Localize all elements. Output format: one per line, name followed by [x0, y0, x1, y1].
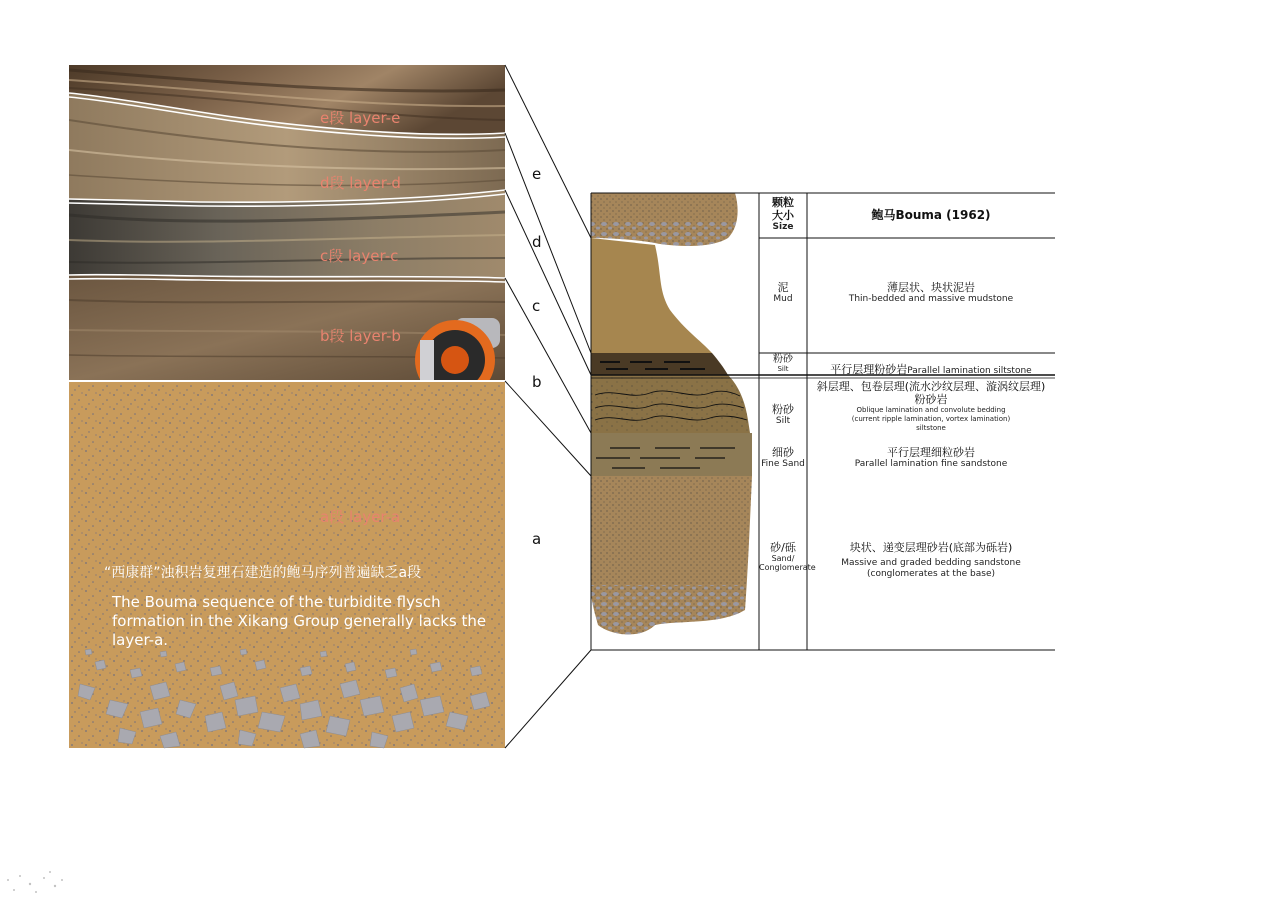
- row-fine-sand-size: [759, 446, 807, 470]
- row-silt-parallel-desc: [807, 358, 1055, 377]
- row-silt-oblique-size-cn: 粉砂: [772, 403, 794, 416]
- layer-d-label: d段 layer-d: [320, 174, 401, 192]
- row-fine-sand-desc-en: Parallel lamination fine sandstone: [854, 459, 1008, 469]
- row-fine-sand-desc-cn: 平行层理细粒砂岩: [887, 446, 975, 459]
- connector-letter-d: d: [532, 233, 542, 251]
- connector-letter-c: c: [532, 297, 541, 315]
- bouma-column: [591, 193, 752, 650]
- row-mud-size-cn: 泥: [777, 281, 789, 294]
- row-fine-sand-size-cn: 细砂: [772, 446, 794, 459]
- row-fine-sand-desc: [807, 446, 1055, 470]
- row-mud-desc: [807, 281, 1055, 305]
- connector-letter-b: b: [532, 373, 542, 391]
- header-title-cell: [807, 209, 1055, 222]
- row-silt-parallel-size: [759, 354, 807, 373]
- connector-letter-e: e: [532, 165, 542, 183]
- outcrop-photo: [69, 65, 505, 400]
- row-sand-size-cn: 砂/砾: [770, 541, 796, 554]
- connector-lines: [505, 65, 591, 748]
- row-sand-size-en: Sand/ Conglomerate: [759, 554, 816, 572]
- note-chinese: “西康群”浊积岩复理石建造的鲍马序列普遍缺乏a段: [104, 565, 422, 581]
- row-silt-oblique-size-en: Silt: [775, 416, 791, 426]
- row-silt-oblique-size: [759, 403, 807, 427]
- row-mud-size: [759, 281, 807, 305]
- row-mud-desc-cn: 薄层状、块状泥岩: [887, 281, 975, 294]
- row-silt-parallel-size-en: Silt: [777, 365, 789, 373]
- header-size-en: Size: [772, 222, 794, 232]
- row-sand-desc: [807, 541, 1055, 580]
- row-fine-sand-size-en: Fine Sand: [761, 459, 805, 469]
- row-silt-parallel-size-cn: 粉砂: [773, 354, 793, 365]
- row-silt-oblique-desc-cn: 斜层理、包卷层理(流水沙纹层理、漩涡纹层理) 粉砂岩: [816, 380, 1046, 406]
- row-silt-oblique-desc-en: Oblique lamination and convolute bedding (current ripple lamination, vortex lamination) siltstone: [851, 406, 1011, 432]
- row-mud-desc-en: Thin-bedded and massive mudstone: [848, 294, 1014, 304]
- row-silt-parallel-desc-cn: 平行层理粉砂岩: [830, 363, 908, 376]
- layer-c-label: c段 layer-c: [320, 247, 399, 265]
- header-size-cell: [759, 196, 807, 233]
- row-mud-size-en: Mud: [773, 294, 793, 304]
- layer-e-label: e段 layer-e: [320, 109, 401, 127]
- layer-b-label: b段 layer-b: [320, 327, 401, 345]
- row-sand-desc-en: Massive and graded bedding sandstone (conglomerates at the base): [841, 558, 1021, 579]
- row-silt-oblique-desc: [807, 380, 1055, 433]
- connector-letter-a: a: [532, 530, 542, 548]
- header-title: 鲍马Bouma (1962): [871, 208, 991, 222]
- header-size-cn: 颗粒 大小: [772, 196, 794, 222]
- corner-speckle: [7, 871, 63, 893]
- row-silt-parallel-desc-en: Parallel lamination siltstone: [907, 366, 1032, 376]
- row-sand-size: [759, 541, 816, 572]
- row-sand-desc-cn: 块状、递变层理砂岩(底部为砾岩): [849, 541, 1013, 554]
- layer-a-label: a段 layer-a: [320, 508, 401, 526]
- note-english: The Bouma sequence of the turbidite flysch formation in the Xikang Group generally lacks the layer-a.: [112, 593, 487, 649]
